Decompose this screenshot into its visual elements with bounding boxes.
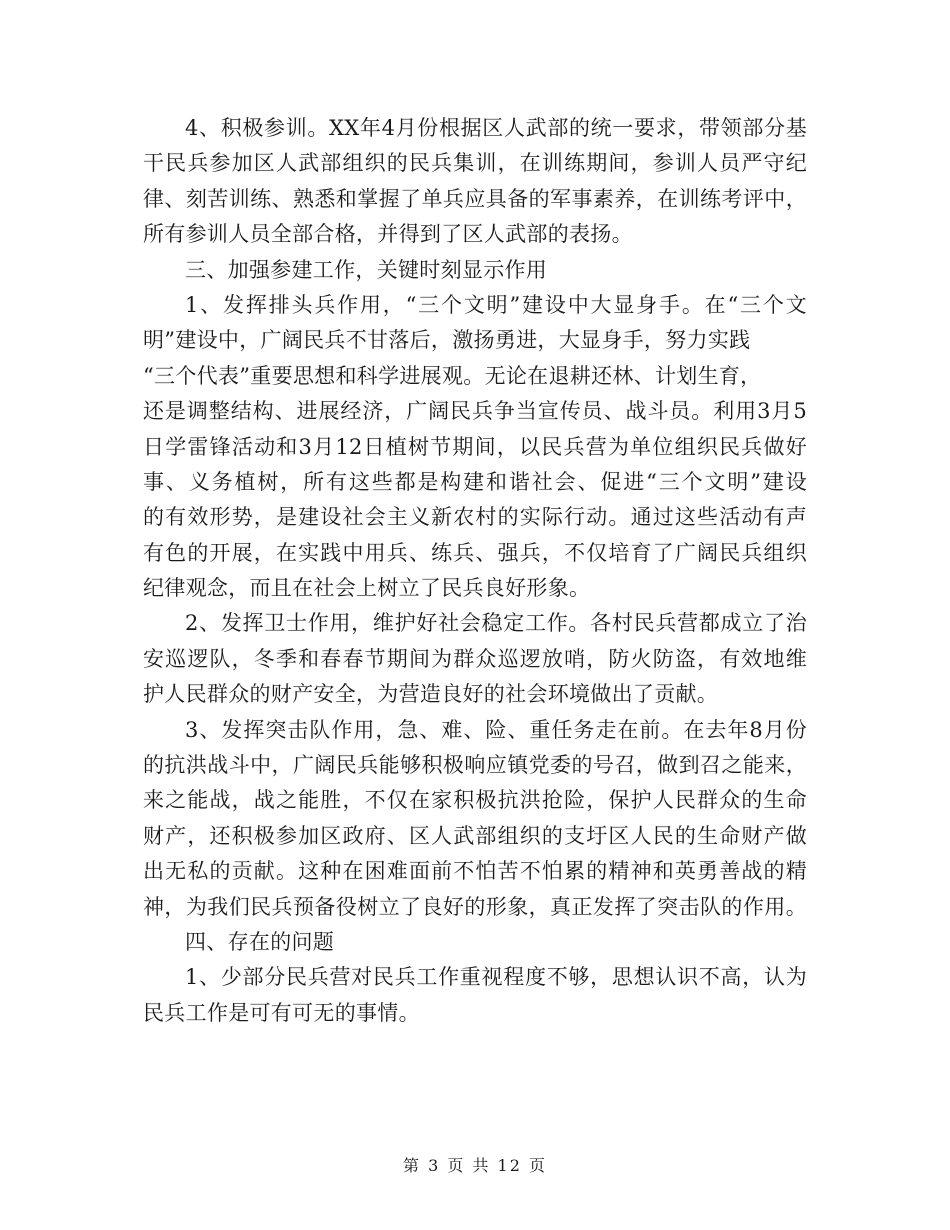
text-line: 所有参训人员全部合格，并得到了区人武部的表扬。 <box>143 222 633 247</box>
text-line: 2、发挥卫士作用，维护好社会稳定工作。各村民兵营都成立了治 <box>185 611 807 636</box>
text-line: 干民兵参加区人武部组织的民兵集训，在训练期间，参训人员严守纪 <box>143 151 807 176</box>
text-line: 有色的开展，在实践中用兵、练兵、强兵，不仅培育了广阔民兵组织 <box>143 540 807 565</box>
text-line: 民兵工作是可有可无的事情。 <box>143 1000 420 1025</box>
text-line: 还是调整结构、进展经济，广阔民兵争当宣传员、战斗员。利用3月5 <box>143 399 807 424</box>
text-line: 事、义务植树，所有这些都是构建和谐社会、促进“三个文明”建设 <box>143 469 807 494</box>
text-line: 4、积极参训。XX年4月份根据区人武部的统一要求，带领部分基 <box>185 116 807 140</box>
document-body <box>143 111 807 1031</box>
text-line: 1、发挥排头兵作用，“三个文明”建设中大显身手。在“三个文 <box>185 292 807 317</box>
page-number-footer: 第 3 页 共 12 页 <box>403 1156 547 1175</box>
text-line: 日学雷锋活动和3月12日植树节期间，以民兵营为单位组织民兵做好 <box>143 434 807 459</box>
section-heading: 三、加强参建工作，关键时刻显示作用 <box>185 257 548 282</box>
text-line: 安巡逻队，冬季和春春节期间为群众巡逻放哨，防火防盗，有效地维 <box>143 646 807 671</box>
text-line: 的有效形势，是建设社会主义新农村的实际行动。通过这些活动有声 <box>143 505 807 530</box>
text-line: 出无私的贡献。这种在困难面前不怕苦不怕累的精神和英勇善战的精 <box>143 859 807 884</box>
text-line: 1、少部分民兵营对民兵工作重视程度不够，思想认识不高，认为 <box>185 965 807 990</box>
text-line: 护人民群众的财产安全，为营造良好的社会环境做出了贡献。 <box>143 682 719 707</box>
section-heading: 四、存在的问题 <box>185 929 335 954</box>
text-line: 神，为我们民兵预备役树立了良好的形象，真正发挥了突击队的作用。 <box>143 894 807 919</box>
text-line: 明”建设中，广阔民兵不甘落后，激扬勇进，大显身手，努力实践 <box>143 328 751 353</box>
text-line: 的抗洪战斗中，广阔民兵能够积极响应镇党委的号召，做到召之能来， <box>143 753 807 778</box>
text-line: 来之能战，战之能胜，不仅在家积极抗洪抢险，保护人民群众的生命 <box>143 788 807 813</box>
text-line: 律、刻苦训练、熟悉和掌握了单兵应具备的军事素养，在训练考评中， <box>143 186 807 211</box>
text-line: “三个代表”重要思想和科学进展观。无论在退耕还林、计划生育， <box>143 363 762 388</box>
text-line: 财产，还积极参加区政府、区人武部组织的支圩区人民的生命财产做 <box>143 823 807 848</box>
text-line: 3、发挥突击队作用，急、难、险、重任务走在前。在去年8月份 <box>185 717 807 742</box>
text-line: 纪律观念，而且在社会上树立了民兵良好形象。 <box>143 576 591 601</box>
